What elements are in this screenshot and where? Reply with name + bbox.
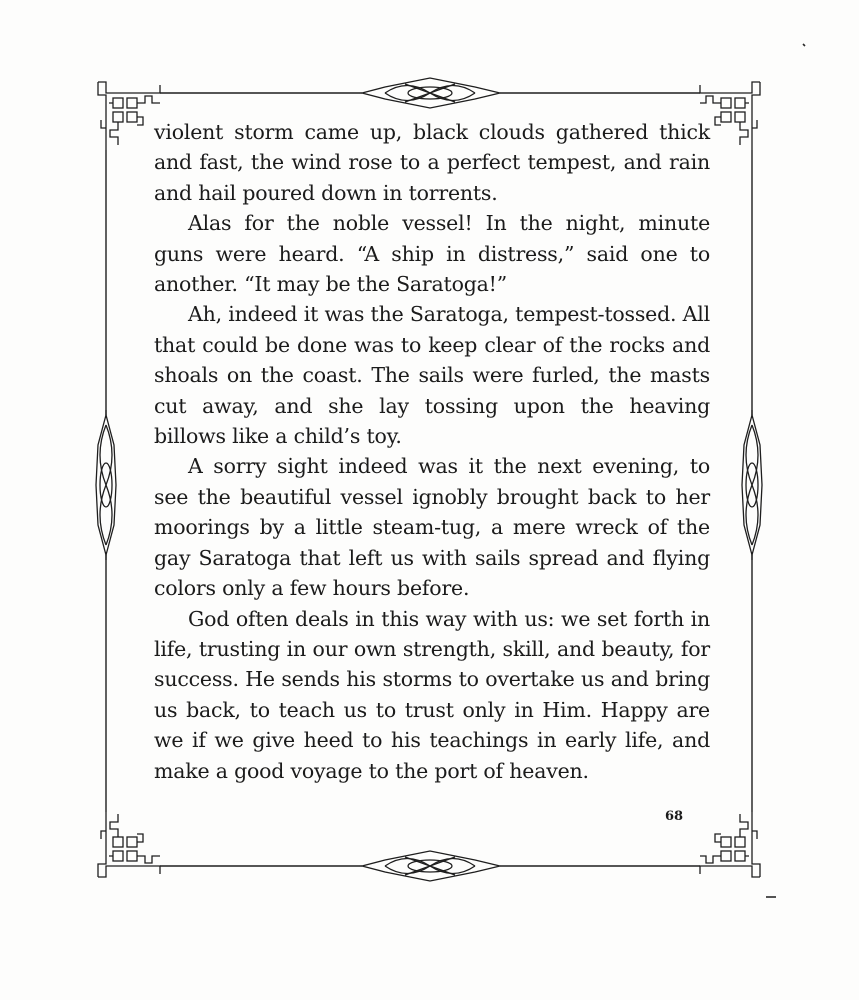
paragraph: violent storm came up, black clouds gathered thick and fast, the wind rose to a perfect tempest, and rain and hail poured down in torrents. bbox=[154, 120, 710, 205]
left-side-ornament bbox=[96, 410, 116, 560]
body-text bbox=[154, 117, 710, 786]
right-side-ornament bbox=[742, 410, 762, 560]
corner-ornament-top-left bbox=[98, 82, 160, 150]
top-knot-ornament bbox=[362, 78, 500, 108]
paragraph: God often deals in this way with us: we set forth in life, trusting in our own strength, skill, and beauty, for success. He sends his storms to overtake us and bring us back, to teach us to trust only in Him. Happy are we if we give heed to his teachings in early life, and make a good voyage to the port of heaven. bbox=[154, 606, 710, 783]
corner-ornament-bottom-right bbox=[700, 812, 760, 877]
bottom-knot-ornament bbox=[362, 851, 500, 881]
print-speck-marks bbox=[766, 44, 805, 897]
page-number: 68 bbox=[665, 809, 684, 824]
paragraph: Ah, indeed it was the Saratoga, tempest-tossed. All that could be done was to keep clear of the rocks and shoals on the coast. The sails were furled, the masts cut away, and she lay tossing upon the heaving billows like a child’s toy. bbox=[154, 302, 710, 449]
corner-ornament-bottom-left bbox=[98, 812, 160, 877]
paragraph: Alas for the noble vessel! In the night, minute guns were heard. “A ship in distress,” said one to another. “It may be the Saratoga!” bbox=[154, 211, 710, 297]
paragraph: A sorry sight indeed was it the next evening, to see the beautiful vessel ignobly brought back to her moorings by a little steam-tug, a mere wreck of the gay Saratoga that left us with sails spread and flying colors only a few hours before. bbox=[154, 454, 710, 601]
